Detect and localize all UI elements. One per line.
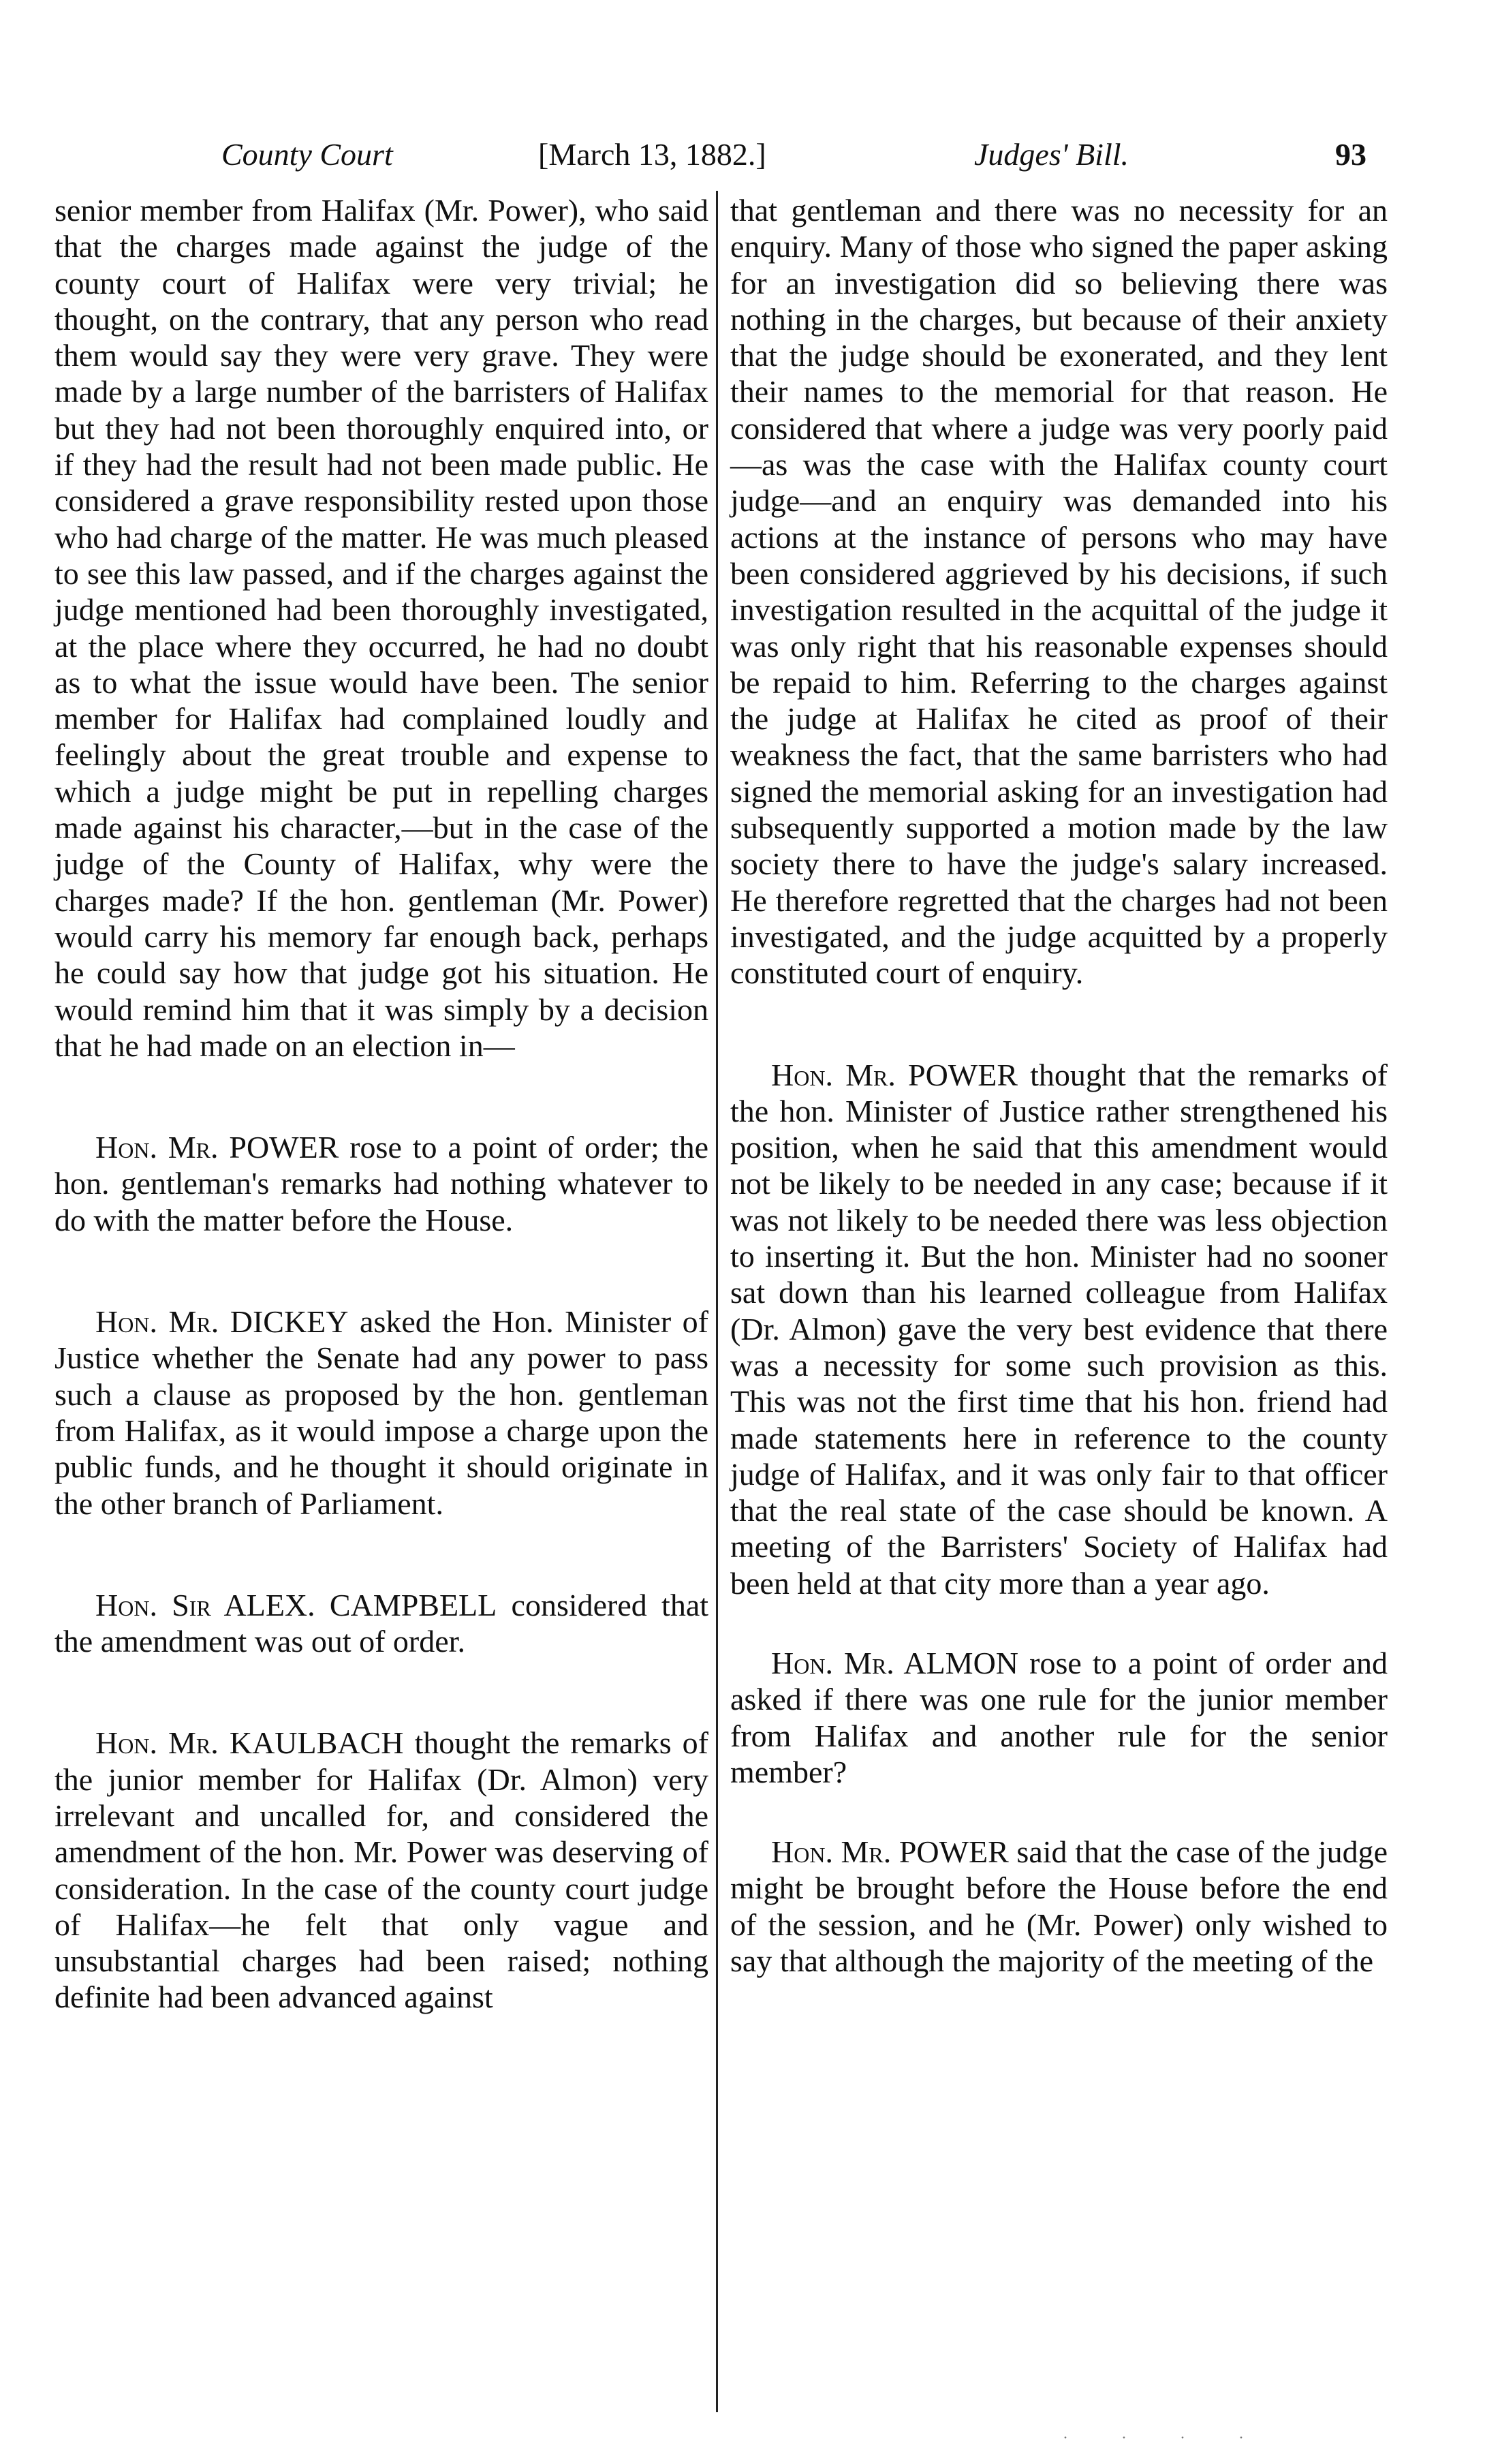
right-column [730,192,1388,1979]
speech-paragraph [730,1834,1388,1979]
speech-paragraph [730,1057,1388,1601]
speech-text: rose to a point of order and asked if there was one rule for the junior member from Halifax and another rule for the senior member? [730,1645,1388,1789]
speech-text: thought the remarks of the junior member for Halifax (Dr. Almon) very irrelevant and uncalled for, and considered the amendment of the hon. Mr. Power was deserving of consideration. In the case of the county court judge of Halifax—he felt that only vague and unsubstantial charges had been raised; nothing definite had been advanced against [54,1725,709,2015]
speech-paragraph [54,1587,708,1660]
speaker-name: Hon. Mr. KAULBACH [95,1725,404,1761]
speech-paragraph [54,1304,708,1522]
scan-artifact-dots: · · · · [1063,2429,1268,2447]
header-date: [March 13, 1882.] [538,137,766,172]
speech-paragraph [54,1725,708,2015]
speaker-name: Hon. Mr. ALMON [771,1645,1019,1680]
speech-text: rose to a point of order; the hon. gentleman's remarks had nothing whatever to do with the matter before the House. [54,1130,709,1237]
paragraph-continuation: senior member from Halifax (Mr. Power), who said that the charges made against the judge of the county court of Halifax were very trivial; he thought, on the contrary, that any person who read them would say they were very grave. They were made by a large number of the barristers of Halifax but they had not been thoroughly enquired into, or if they had the result had not been made public. He considered a grave responsibility rested upon those who had charge of the matter. He was much pleased to see this law passed, and if the charges against the judge mentioned had been thoroughly investigated, at the place where they occurred, he had no doubt as to what the issue would have been. The senior member for Halifax had complained loudly and feelingly about the great trouble and expense to which a judge might be put in repelling charges made against his character,—but in the case of the judge of the County of Halifax, why were the charges made? If the hon. gentleman (Mr. Power) would carry his memory far enough back, perhaps he could say how that judge got his situation. He would remind him that it was simply by a decision that he had made on an election in— [54,193,708,1063]
speaker-name: Hon. Sir ALEX. CAMPBELL [95,1587,497,1622]
speech-text: asked the Hon. Minister of Justice whether the Senate had any power to pass such a clause as proposed by the hon. gentleman from Halifax, as it would impose a charge upon the public funds, and he thought it should originate in the other branch of Parliament. [54,1304,708,1521]
speech-text: thought that the remarks of the hon. Minister of Justice rather strengthened his position, when he said that this amendment would not be likely to be needed in any case; because if it was not likely to be needed there was less objection to inserting it. But the hon. Minister had no sooner sat down than his learned colleague from Halifax (Dr. Almon) gave the very best evidence that there was a necessity for some such provision as this. This was not the first time that his hon. friend had made statements here in reference to the county judge of Halifax, and it was only fair to that officer that the real state of the case should be known. A meeting of the Barristers' Society of Halifax had been held at that city more than a year ago. [730,1057,1388,1601]
left-column [54,192,708,2016]
header-section-title: County Court [221,137,393,172]
speaker-name: Hon. Mr. POWER [771,1057,1018,1092]
speech-paragraph [54,1129,708,1238]
speaker-name: Hon. Mr. POWER [95,1130,339,1165]
speaker-name: Hon. Mr. POWER [771,1834,1009,1870]
header-bill-title: Judges' Bill. [974,137,1129,172]
speech-text: considered that the amendment was out of order. [54,1587,709,1659]
speech-paragraph [730,1645,1388,1790]
speech-text: said that the case of the judge might be brought before the House before the end of the session, and he (Mr. Power) only wished to say that although the majority of the meeting of the [730,1834,1388,1979]
paragraph-continuation: that gentleman and there was no necessity for an enquiry. Many of those who signed the paper asking for an investigation did so believing there was nothing in the charges, but because of their anxiety that the judge should be exonerated, and they lent their names to the memorial for that reason. He considered that where a judge was very poorly paid—as was the case with the Halifax county court judge—and an enquiry was demanded into his actions at the instance of persons who may have been considered aggrieved by his decisions, if such investigation resulted in the acquittal of the judge it was only right that his reasonable expenses should be repaid to him. Referring to the charges against the judge at Halifax he cited as proof of their weakness the fact, that the same barristers who had signed the memorial asking for an investigation had subsequently supported a motion made by the law society there to have the judge's salary increased. He therefore regretted that the charges had not been investigated, and the judge acquitted by a properly constituted court of enquiry. [730,193,1388,991]
column-divider [716,191,718,2412]
running-header [68,131,1390,179]
speaker-name: Hon. Mr. DICKEY [95,1304,349,1340]
page-number: 93 [1335,137,1366,172]
